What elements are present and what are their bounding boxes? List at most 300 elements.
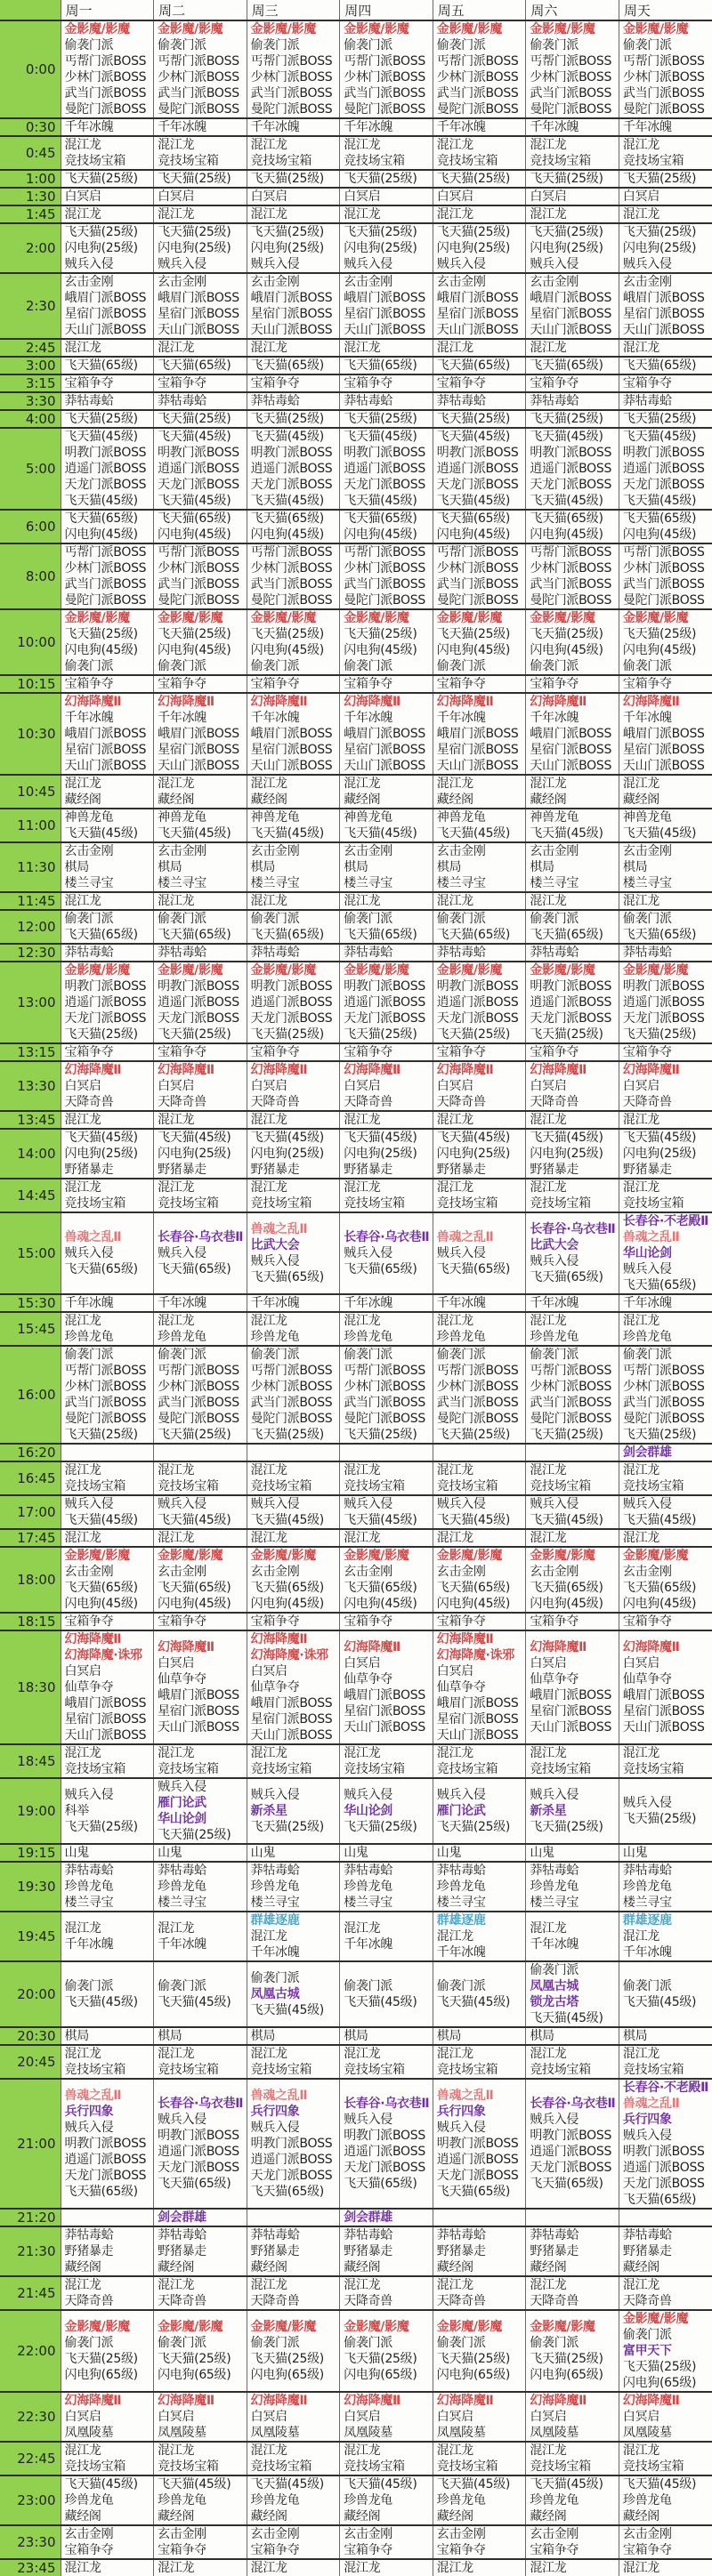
schedule-cell[interactable] [340,892,433,910]
schedule-cell[interactable] [526,892,619,910]
schedule-cell[interactable] [619,944,712,962]
schedule-cell[interactable] [526,1461,619,1495]
schedule-cell[interactable] [154,2027,247,2045]
schedule-cell[interactable] [619,1444,712,1461]
schedule-cell[interactable] [526,543,619,609]
schedule-cell[interactable] [340,2027,433,2045]
schedule-cell[interactable] [154,1179,247,1212]
schedule-cell[interactable] [247,1129,340,1179]
schedule-cell[interactable] [526,1630,619,1744]
schedule-cell[interactable] [526,693,619,775]
schedule-cell[interactable] [526,1744,619,1778]
schedule-cell[interactable] [154,775,247,809]
schedule-cell[interactable] [433,1212,526,1294]
schedule-cell[interactable] [433,410,526,428]
schedule-cell[interactable] [526,1212,619,1294]
schedule-cell[interactable] [61,1613,154,1630]
schedule-cell[interactable] [154,2045,247,2079]
schedule-cell[interactable] [619,2310,712,2392]
schedule-cell[interactable] [433,1778,526,1844]
schedule-cell[interactable] [619,1212,712,1294]
schedule-cell[interactable] [619,1961,712,2027]
schedule-cell[interactable] [61,188,154,205]
schedule-cell[interactable] [340,543,433,609]
schedule-cell[interactable] [619,1613,712,1630]
schedule-cell[interactable] [247,1613,340,1630]
schedule-cell[interactable] [619,136,712,170]
schedule-cell[interactable] [526,1129,619,1179]
schedule-cell[interactable] [154,339,247,357]
schedule-cell[interactable] [61,392,154,410]
schedule-cell[interactable] [247,410,340,428]
schedule-cell[interactable] [526,170,619,188]
schedule-cell[interactable] [247,205,340,223]
schedule-cell[interactable] [433,1294,526,1312]
schedule-cell[interactable] [247,2475,340,2525]
schedule-cell[interactable] [61,1129,154,1179]
schedule-cell[interactable] [247,1778,340,1844]
schedule-cell[interactable] [340,1294,433,1312]
schedule-cell[interactable] [526,188,619,205]
schedule-cell[interactable] [433,2475,526,2525]
schedule-cell[interactable] [340,1495,433,1529]
schedule-cell[interactable] [340,410,433,428]
schedule-cell[interactable] [433,2226,526,2276]
schedule-cell[interactable] [247,2392,340,2442]
schedule-cell[interactable] [61,1912,154,1961]
schedule-cell[interactable] [61,1461,154,1495]
schedule-cell[interactable] [61,1312,154,1346]
schedule-cell[interactable] [526,410,619,428]
schedule-cell[interactable] [154,188,247,205]
schedule-cell[interactable] [619,2392,712,2442]
schedule-cell[interactable] [526,2559,619,2576]
schedule-cell[interactable] [433,543,526,609]
schedule-cell[interactable] [154,2442,247,2475]
schedule-cell[interactable] [433,1844,526,1862]
schedule-cell[interactable] [154,1844,247,1862]
schedule-cell[interactable] [154,543,247,609]
schedule-cell[interactable] [619,693,712,775]
schedule-cell[interactable] [526,1912,619,1961]
schedule-cell[interactable] [340,1179,433,1212]
schedule-cell[interactable] [526,1547,619,1613]
schedule-cell[interactable] [526,510,619,543]
schedule-cell[interactable] [619,1061,712,1111]
schedule-cell[interactable] [154,2226,247,2276]
schedule-cell[interactable] [61,543,154,609]
schedule-cell[interactable] [247,170,340,188]
schedule-cell[interactable] [154,2525,247,2559]
schedule-cell[interactable] [340,1346,433,1444]
schedule-cell[interactable] [619,2559,712,2576]
schedule-cell[interactable] [433,1444,526,1461]
schedule-cell[interactable] [154,118,247,136]
schedule-cell[interactable] [61,2392,154,2442]
schedule-cell[interactable] [340,428,433,510]
schedule-cell[interactable] [340,223,433,273]
schedule-cell[interactable] [619,410,712,428]
schedule-cell[interactable] [340,392,433,410]
schedule-cell[interactable] [526,1111,619,1129]
schedule-cell[interactable] [340,136,433,170]
schedule-cell[interactable] [433,1529,526,1547]
schedule-cell[interactable] [247,374,340,392]
schedule-cell[interactable] [526,2027,619,2045]
schedule-cell[interactable] [340,510,433,543]
schedule-cell[interactable] [154,2559,247,2576]
schedule-cell[interactable] [526,2226,619,2276]
schedule-cell[interactable] [154,20,247,118]
schedule-cell[interactable] [340,2310,433,2392]
schedule-cell[interactable] [247,1043,340,1061]
schedule-cell[interactable] [340,1862,433,1912]
schedule-cell[interactable] [61,2027,154,2045]
schedule-cell[interactable] [619,357,712,374]
schedule-cell[interactable] [247,1495,340,1529]
schedule-cell[interactable] [247,775,340,809]
schedule-cell[interactable] [526,357,619,374]
schedule-cell[interactable] [619,510,712,543]
schedule-cell[interactable] [154,2209,247,2226]
schedule-cell[interactable] [619,1346,712,1444]
schedule-cell[interactable] [526,1444,619,1461]
schedule-cell[interactable] [61,693,154,775]
schedule-cell[interactable] [619,609,712,675]
schedule-cell[interactable] [154,1744,247,1778]
schedule-cell[interactable] [61,223,154,273]
schedule-cell[interactable] [619,1495,712,1529]
schedule-cell[interactable] [619,892,712,910]
schedule-cell[interactable] [340,20,433,118]
schedule-cell[interactable] [61,892,154,910]
schedule-cell[interactable] [247,1212,340,1294]
schedule-cell[interactable] [247,188,340,205]
schedule-cell[interactable] [247,892,340,910]
schedule-cell[interactable] [619,392,712,410]
schedule-cell[interactable] [340,118,433,136]
schedule-cell[interactable] [61,118,154,136]
schedule-cell[interactable] [526,1495,619,1529]
schedule-cell[interactable] [619,1778,712,1844]
schedule-cell[interactable] [619,1294,712,1312]
schedule-cell[interactable] [154,809,247,842]
schedule-cell[interactable] [247,1547,340,1613]
schedule-cell[interactable] [619,1179,712,1212]
schedule-cell[interactable] [433,944,526,962]
schedule-cell[interactable] [61,1061,154,1111]
schedule-cell[interactable] [340,2392,433,2442]
schedule-cell[interactable] [61,2079,154,2209]
schedule-cell[interactable] [526,944,619,962]
schedule-cell[interactable] [526,428,619,510]
schedule-cell[interactable] [619,2045,712,2079]
schedule-cell[interactable] [619,2079,712,2209]
schedule-cell[interactable] [247,2045,340,2079]
schedule-cell[interactable] [61,944,154,962]
schedule-cell[interactable] [61,1294,154,1312]
schedule-cell[interactable] [433,842,526,892]
schedule-cell[interactable] [433,1346,526,1444]
schedule-cell[interactable] [247,1111,340,1129]
schedule-cell[interactable] [340,2559,433,2576]
schedule-cell[interactable] [433,428,526,510]
schedule-cell[interactable] [433,2392,526,2442]
schedule-cell[interactable] [247,809,340,842]
schedule-cell[interactable] [433,510,526,543]
schedule-cell[interactable] [154,2392,247,2442]
schedule-cell[interactable] [619,1461,712,1495]
schedule-cell[interactable] [526,1844,619,1862]
schedule-cell[interactable] [433,962,526,1043]
schedule-cell[interactable] [340,1961,433,2027]
schedule-cell[interactable] [154,510,247,543]
schedule-cell[interactable] [247,1744,340,1778]
schedule-cell[interactable] [619,2525,712,2559]
schedule-cell[interactable] [433,2027,526,2045]
schedule-cell[interactable] [433,809,526,842]
schedule-cell[interactable] [247,510,340,543]
schedule-cell[interactable] [433,892,526,910]
schedule-cell[interactable] [526,809,619,842]
schedule-cell[interactable] [340,1043,433,1061]
schedule-cell[interactable] [154,1294,247,1312]
schedule-cell[interactable] [340,842,433,892]
schedule-cell[interactable] [247,1461,340,1495]
schedule-cell[interactable] [619,1129,712,1179]
schedule-cell[interactable] [154,374,247,392]
schedule-cell[interactable] [526,2525,619,2559]
schedule-cell[interactable] [154,1495,247,1529]
schedule-cell[interactable] [154,170,247,188]
schedule-cell[interactable] [340,775,433,809]
schedule-cell[interactable] [154,1111,247,1129]
schedule-cell[interactable] [619,188,712,205]
schedule-cell[interactable] [340,609,433,675]
schedule-cell[interactable] [619,962,712,1043]
schedule-cell[interactable] [61,1844,154,1862]
schedule-cell[interactable] [61,1778,154,1844]
schedule-cell[interactable] [247,1179,340,1212]
schedule-cell[interactable] [433,1312,526,1346]
schedule-cell[interactable] [619,1630,712,1744]
schedule-cell[interactable] [247,1961,340,2027]
schedule-cell[interactable] [433,1111,526,1129]
schedule-cell[interactable] [154,2310,247,2392]
schedule-cell[interactable] [433,1179,526,1212]
schedule-cell[interactable] [61,609,154,675]
schedule-cell[interactable] [619,2226,712,2276]
schedule-cell[interactable] [340,1778,433,1844]
schedule-cell[interactable] [526,136,619,170]
schedule-cell[interactable] [154,2276,247,2310]
schedule-cell[interactable] [433,170,526,188]
schedule-cell[interactable] [340,809,433,842]
schedule-cell[interactable] [154,693,247,775]
schedule-cell[interactable] [340,1547,433,1613]
schedule-cell[interactable] [526,273,619,339]
schedule-cell[interactable] [61,1547,154,1613]
schedule-cell[interactable] [247,543,340,609]
schedule-cell[interactable] [619,1844,712,1862]
schedule-cell[interactable] [433,2276,526,2310]
schedule-cell[interactable] [61,1961,154,2027]
schedule-cell[interactable] [61,962,154,1043]
schedule-cell[interactable] [526,118,619,136]
schedule-cell[interactable] [340,188,433,205]
schedule-cell[interactable] [247,1061,340,1111]
schedule-cell[interactable] [247,392,340,410]
schedule-cell[interactable] [340,1529,433,1547]
schedule-cell[interactable] [340,1111,433,1129]
schedule-cell[interactable] [340,2079,433,2209]
schedule-cell[interactable] [61,20,154,118]
schedule-cell[interactable] [433,2442,526,2475]
schedule-cell[interactable] [433,1630,526,1744]
schedule-cell[interactable] [154,2475,247,2525]
schedule-cell[interactable] [340,2226,433,2276]
schedule-cell[interactable] [619,428,712,510]
schedule-cell[interactable] [433,609,526,675]
schedule-cell[interactable] [433,188,526,205]
schedule-cell[interactable] [154,428,247,510]
schedule-cell[interactable] [340,1844,433,1862]
schedule-cell[interactable] [433,2079,526,2209]
schedule-cell[interactable] [526,1529,619,1547]
schedule-cell[interactable] [433,118,526,136]
schedule-cell[interactable] [154,962,247,1043]
schedule-cell[interactable] [526,2310,619,2392]
schedule-cell[interactable] [154,1461,247,1495]
schedule-cell[interactable] [433,136,526,170]
schedule-cell[interactable] [619,2209,712,2226]
schedule-cell[interactable] [340,2209,433,2226]
schedule-cell[interactable] [619,1529,712,1547]
schedule-cell[interactable] [526,2209,619,2226]
schedule-cell[interactable] [433,20,526,118]
schedule-cell[interactable] [154,1043,247,1061]
schedule-cell[interactable] [526,1346,619,1444]
schedule-cell[interactable] [154,136,247,170]
schedule-cell[interactable] [526,1312,619,1346]
schedule-cell[interactable] [526,2079,619,2209]
schedule-cell[interactable] [247,357,340,374]
schedule-cell[interactable] [433,1043,526,1061]
schedule-cell[interactable] [619,809,712,842]
schedule-cell[interactable] [247,609,340,675]
schedule-cell[interactable] [247,2276,340,2310]
schedule-cell[interactable] [247,339,340,357]
schedule-cell[interactable] [526,1294,619,1312]
schedule-cell[interactable] [247,1529,340,1547]
schedule-cell[interactable] [247,2559,340,2576]
schedule-cell[interactable] [340,1312,433,1346]
schedule-cell[interactable] [433,374,526,392]
schedule-cell[interactable] [154,1613,247,1630]
schedule-cell[interactable] [340,1630,433,1744]
schedule-cell[interactable] [61,842,154,892]
schedule-cell[interactable] [61,1346,154,1444]
schedule-cell[interactable] [61,510,154,543]
schedule-cell[interactable] [619,775,712,809]
schedule-cell[interactable] [619,1744,712,1778]
schedule-cell[interactable] [340,2442,433,2475]
schedule-cell[interactable] [154,357,247,374]
schedule-cell[interactable] [433,357,526,374]
schedule-cell[interactable] [433,1961,526,2027]
schedule-cell[interactable] [433,693,526,775]
schedule-cell[interactable] [247,20,340,118]
schedule-cell[interactable] [61,1179,154,1212]
schedule-cell[interactable] [61,1529,154,1547]
schedule-cell[interactable] [61,1630,154,1744]
schedule-cell[interactable] [619,675,712,693]
schedule-cell[interactable] [340,357,433,374]
schedule-cell[interactable] [619,1547,712,1613]
schedule-cell[interactable] [154,223,247,273]
schedule-cell[interactable] [61,2209,154,2226]
schedule-cell[interactable] [340,962,433,1043]
schedule-cell[interactable] [340,1613,433,1630]
schedule-cell[interactable] [526,1961,619,2027]
schedule-cell[interactable] [61,2310,154,2392]
schedule-cell[interactable] [526,223,619,273]
schedule-cell[interactable] [340,2525,433,2559]
schedule-cell[interactable] [247,2442,340,2475]
schedule-cell[interactable] [154,2079,247,2209]
schedule-cell[interactable] [433,1862,526,1912]
schedule-cell[interactable] [340,1061,433,1111]
schedule-cell[interactable] [526,675,619,693]
schedule-cell[interactable] [619,118,712,136]
schedule-cell[interactable] [433,2209,526,2226]
schedule-cell[interactable] [154,910,247,944]
schedule-cell[interactable] [247,2027,340,2045]
schedule-cell[interactable] [619,20,712,118]
schedule-cell[interactable] [247,693,340,775]
schedule-cell[interactable] [61,1495,154,1529]
schedule-cell[interactable] [433,1613,526,1630]
schedule-cell[interactable] [433,273,526,339]
schedule-cell[interactable] [433,223,526,273]
schedule-cell[interactable] [247,1312,340,1346]
schedule-cell[interactable] [433,2045,526,2079]
schedule-cell[interactable] [61,273,154,339]
schedule-cell[interactable] [526,962,619,1043]
schedule-cell[interactable] [247,2226,340,2276]
schedule-cell[interactable] [340,910,433,944]
schedule-cell[interactable] [526,1862,619,1912]
schedule-cell[interactable] [526,609,619,675]
schedule-cell[interactable] [526,775,619,809]
schedule-cell[interactable] [433,1547,526,1613]
schedule-cell[interactable] [433,910,526,944]
schedule-cell[interactable] [526,2442,619,2475]
schedule-cell[interactable] [619,1912,712,1961]
schedule-cell[interactable] [526,1778,619,1844]
schedule-cell[interactable] [61,2442,154,2475]
schedule-cell[interactable] [526,842,619,892]
schedule-cell[interactable] [247,1346,340,1444]
schedule-cell[interactable] [61,2045,154,2079]
schedule-cell[interactable] [619,205,712,223]
schedule-cell[interactable] [340,675,433,693]
schedule-cell[interactable] [619,1111,712,1129]
schedule-cell[interactable] [340,273,433,339]
schedule-cell[interactable] [433,775,526,809]
schedule-cell[interactable] [61,205,154,223]
schedule-cell[interactable] [340,1461,433,1495]
